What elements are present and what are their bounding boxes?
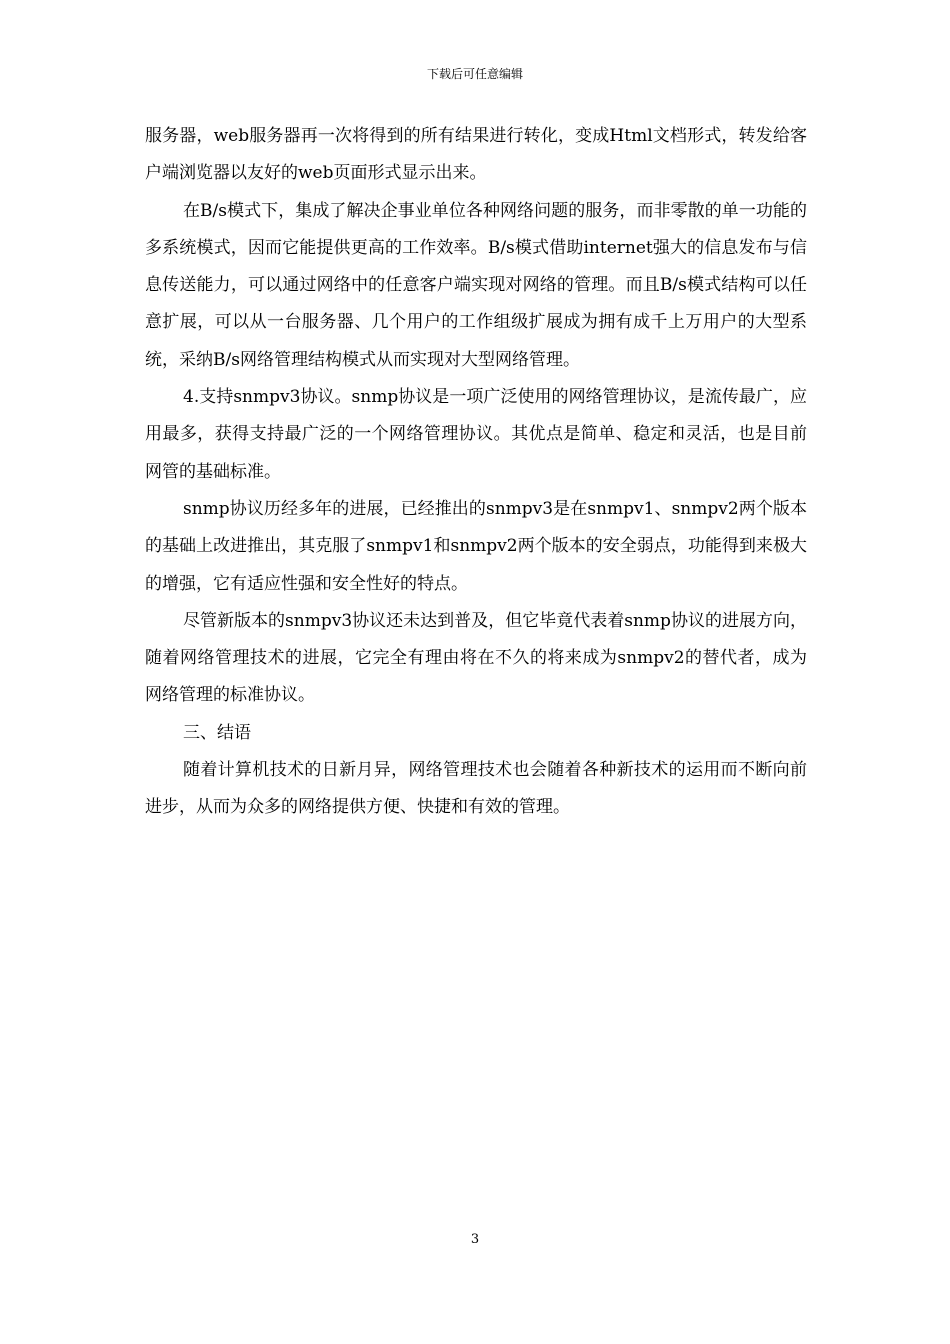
paragraph-continuation: 服务器，web服务器再一次将得到的所有结果进行转化，变成Html文档形式，转发给客户端浏览器以友好的web页面形式显示出来。 [145, 126, 807, 184]
paragraph-snmp-history: snmp协议历经多年的进展，已经推出的snmpv3是在snmpv1、snmpv2两个版本的基础上改进推出，其克服了snmpv1和snmpv2两个版本的安全弱点，功能得到来极大的增强，它有适应性强和安全性好的特点。 [145, 498, 807, 594]
paragraph-snmpv3-future: 尽管新版本的snmpv3协议还未达到普及，但它毕竟代表着snmp协议的进展方向，随着网络管理技术的进展，它完全有理由将在不久的将来成为snmpv2的替代者，成为网络管理的标准协议。 [145, 610, 807, 706]
paragraph-snmpv3-support: 4.支持snmpv3协议。snmp协议是一项广泛使用的网络管理协议，是流传最广，应用最多，获得支持最广泛的一个网络管理协议。其优点是简单、稳定和灵活，也是目前网管的基础标准。 [145, 387, 807, 482]
section-heading-conclusion: 三、结语 [183, 722, 251, 743]
paragraph-conclusion: 随着计算机技术的日新月异，网络管理技术也会随着各种新技术的运用而不断向前进步，从而为众多的网络提供方便、快捷和有效的管理。 [145, 760, 807, 818]
page-header: 下载后可任意编辑 [426, 67, 523, 81]
page-number: 3 [470, 1232, 480, 1247]
document-body [145, 118, 807, 827]
paragraph-bs-mode: 在B/s模式下，集成了解决企事业单位各种网络问题的服务，而非零散的单一功能的多系统模式，因而它能提供更高的工作效率。B/s模式借助internet强大的信息发布与信息传送能力，可以通过网络中的任意客户端实现对网络的管理。而且B/s模式结构可以任意扩展，可以从一台服务器、几个用户的工作组级扩展成为拥有成千上万用户的大型系统，采纳B/s网络管理结构模式从而实现对大型网络管理。 [145, 200, 807, 370]
